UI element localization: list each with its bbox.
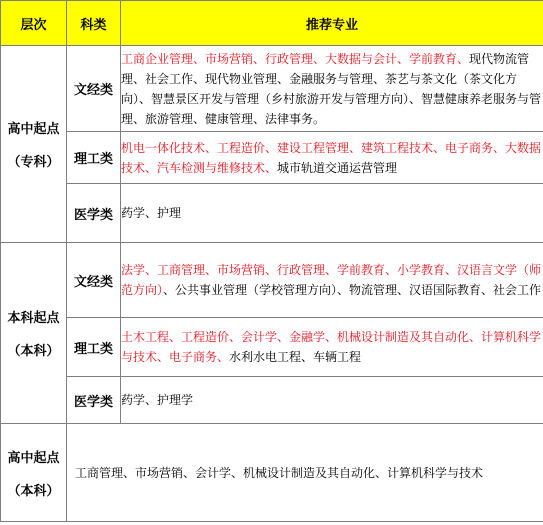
level-sublabel: （专科） (7, 155, 60, 170)
level-cell-junior-college (1, 46, 67, 243)
level-label: 高中起点 (7, 450, 60, 466)
majors-highlighted: 土木工程、工程造价、会计学、金融学、机械设计制造及其自动化、计算机科学与技术、电子商务、 (121, 330, 542, 364)
table-row (1, 132, 543, 184)
majors-cell (121, 377, 543, 424)
category-cell: 文经类 (67, 46, 121, 132)
category-cell: 医学类 (67, 184, 121, 243)
category-cell: 理工类 (67, 132, 121, 184)
majors-regular: 城市轨道交通运营管理 (277, 160, 398, 175)
level-cell-undergraduate (1, 243, 67, 424)
table-row (1, 424, 543, 522)
majors-cell (121, 46, 543, 132)
majors-regular: 药学、护理学 (121, 393, 194, 407)
category-cell: 文经类 (67, 243, 121, 318)
table-row (1, 318, 543, 377)
table-row (1, 184, 543, 243)
majors-highlighted: 法学、工商管理、市场营销、行政管理、学前教育、小学教育、汉语言文学（师范方向） (121, 263, 542, 297)
category-cell: 医学类 (67, 377, 121, 424)
majors-highlighted: 工商企业管理、市场营销、行政管理、大数据与会计、学前教育、 (121, 51, 470, 66)
header-level: 层次 (1, 1, 67, 46)
header-row (1, 1, 543, 46)
table-row (1, 243, 543, 318)
table-row (1, 377, 543, 424)
majors-cell (121, 184, 543, 243)
level-cell-highschool-undergraduate (1, 424, 67, 522)
majors-highlighted: 机电一体化技术、工程造价、建设工程管理、建筑工程技术、电子商务、大数据技术、汽车检测与维修技术、 (121, 140, 542, 175)
majors-cell (121, 318, 543, 377)
majors-regular: 药学、护理 (121, 206, 182, 220)
majors-regular: 水利水电工程、车辆工程 (229, 350, 362, 364)
majors-cell (121, 243, 543, 318)
level-sublabel: （本科） (7, 344, 60, 359)
category-cell: 理工类 (67, 318, 121, 377)
majors-regular: 、公共事业管理（学校管理方向）、物流管理、汉语国际教育、社会工作 (163, 283, 542, 297)
majors-cell-merged (67, 424, 543, 522)
level-label: 本科起点 (7, 311, 60, 326)
level-label: 高中起点 (7, 122, 60, 137)
table-row (1, 46, 543, 132)
majors-cell (121, 132, 543, 184)
majors-regular: 工商管理、市场营销、会计学、机械设计制造及其自动化、计算机科学与技术 (75, 465, 484, 480)
majors-regular: 现代物流管理、社会工作、现代物业管理、金融服务与管理、茶艺与茶文化（茶文化方向）、智慧景区开发与管理（乡村旅游开发与管理方向）、智慧健康养老服务与管理、旅游管理、健康管理、法律事务。 (121, 51, 542, 126)
header-category: 科类 (67, 1, 121, 46)
level-sublabel: （本科） (7, 483, 60, 499)
header-majors: 推荐专业 (121, 1, 543, 46)
